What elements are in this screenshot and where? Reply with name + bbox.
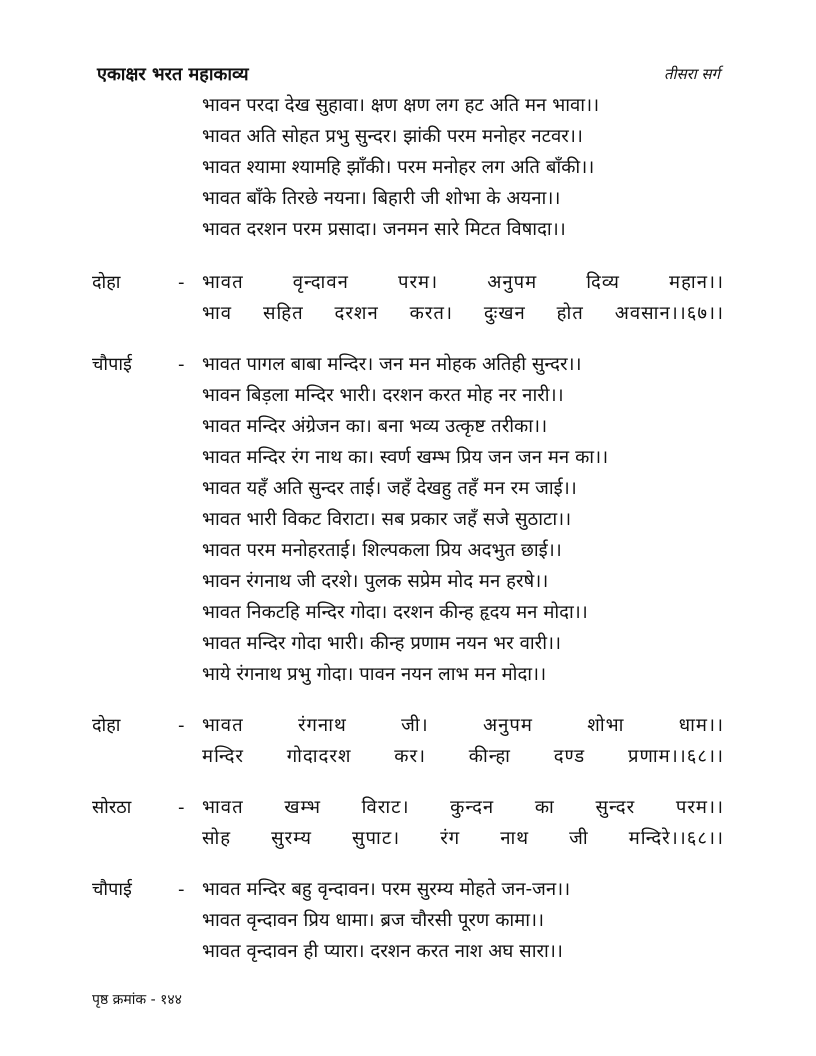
verse-text: भाव सहित दरशन करत। दुःखन होत अवसान।।६७।।: [202, 303, 724, 324]
page-number: पृष्ठ क्रमांक - १४४: [92, 992, 182, 1008]
verse-line: [92, 630, 724, 661]
verse-dash: -: [178, 879, 185, 900]
verse-text: भावत मन्दिर गोदा भारी। कीन्ह प्रणाम नयन भर वारी।।: [202, 633, 562, 654]
verse-content: [92, 92, 724, 989]
verse-line: [92, 413, 724, 444]
verse-line: [92, 537, 724, 568]
verse-text: भावत मन्दिर रंग नाथ का। स्वर्ण खम्भ प्रिय जन जन मन का।।: [202, 447, 609, 468]
verse-line: [92, 351, 724, 382]
verse-line: [92, 712, 724, 743]
verse-line: [92, 300, 724, 331]
book-title: एकाक्षर भरत महाकाव्य: [97, 64, 249, 85]
verse-dash: -: [178, 715, 185, 736]
verse-dash: -: [178, 354, 185, 375]
verse-dash: -: [178, 797, 185, 818]
verse-line: [92, 92, 724, 123]
verse-line: [92, 444, 724, 475]
verse-text: मन्दिर गोदादरश कर। कीन्हा दण्ड प्रणाम।।६८।।: [202, 746, 724, 767]
verse-line: [92, 475, 724, 506]
verse-line: [92, 938, 724, 969]
verse-block-doha: [92, 712, 724, 774]
verse-line: [92, 568, 724, 599]
verse-type-label: चौपाई: [92, 879, 132, 900]
verse-text: भावत दरशन परम प्रसादा। जनमन सारे मिटत विषादा।।: [202, 219, 566, 240]
verse-line: [92, 661, 724, 692]
verse-text: भावत श्यामा श्यामहि झाँकी। परम मनोहर लग अति बाँकी।।: [202, 157, 595, 178]
verse-text: भावत यहँ अति सुन्दर ताई। जहँ देखहु तहँ मन रम जाई।।: [202, 478, 577, 499]
verse-text: भावत मन्दिर बहु वृन्दावन। परम सुरम्य मोहते जन-जन।।: [202, 879, 571, 900]
verse-text: भाये रंगनाथ प्रभु गोदा। पावन नयन लाभ मन मोदा।।: [202, 664, 547, 685]
verse-line: [92, 743, 724, 774]
verse-dash: -: [178, 272, 185, 293]
verse-line: [92, 382, 724, 413]
verse-text: भावत वृन्दावन परम। अनुपम दिव्य महान।।: [202, 272, 724, 293]
verse-line: [92, 269, 724, 300]
verse-text: भावन रंगनाथ जी दरशे। पुलक सप्रेम मोद मन हरषे।।: [202, 571, 549, 592]
verse-text: भावत खम्भ विराट। कुन्दन का सुन्दर परम।।: [202, 797, 724, 818]
verse-text: भावत पागल बाबा मन्दिर। जन मन मोहक अतिही सुन्दर।।: [202, 354, 582, 375]
verse-type-label: सोरठा: [92, 797, 132, 818]
verse-type-label: दोहा: [92, 715, 121, 736]
verse-text: भावन परदा देख सुहावा। क्षण क्षण लग हट अति मन भावा।।: [202, 95, 600, 116]
verse-line: [92, 216, 724, 247]
verse-type-label: चौपाई: [92, 354, 132, 375]
verse-text: भावत परम मनोहरताई। शिल्पकला प्रिय अदभुत छाई।।: [202, 540, 562, 561]
verse-block-chaupai: [92, 876, 724, 969]
verse-text: भावत बाँके तिरछे नयना। बिहारी जी शोभा के अयना।।: [202, 188, 561, 209]
verse-line: [92, 907, 724, 938]
verse-line: [92, 794, 724, 825]
verse-text: भावत भारी विकट विराटा। सब प्रकार जहँ सजे सुठाटा।।: [202, 509, 572, 530]
verse-text: भावत रंगनाथ जी। अनुपम शोभा धाम।।: [202, 715, 724, 736]
verse-text: भावत अति सोहत प्रभु सुन्दर। झांकी परम मनोहर नटवर।।: [202, 126, 583, 147]
verse-line: [92, 599, 724, 630]
verse-line: [92, 154, 724, 185]
verse-block-doha: [92, 269, 724, 331]
verse-line: [92, 876, 724, 907]
verse-line: [92, 825, 724, 856]
verse-text: भावत वृन्दावन ही प्यारा। दरशन करत नाश अघ सारा।।: [202, 941, 563, 962]
verse-line: [92, 123, 724, 154]
verse-text: भावत मन्दिर अंग्रेजन का। बना भव्य उत्कृष्ट तरीका।।: [202, 416, 548, 437]
verse-line: [92, 506, 724, 537]
verse-block-chaupai: [92, 351, 724, 692]
verse-text: भावत वृन्दावन प्रिय धामा। ब्रज चौरसी पूरण कामा।।: [202, 910, 545, 931]
verse-block-continuation: [92, 92, 724, 247]
verse-line: [92, 185, 724, 216]
verse-text: सोह सुरम्य सुपाट। रंग नाथ जी मन्दिरे।।६८।।: [202, 828, 724, 849]
verse-text: भावत निकटहि मन्दिर गोदा। दरशन कीन्ह हृदय मन मोदा।।: [202, 602, 588, 623]
verse-text: भावन बिड़ला मन्दिर भारी। दरशन करत मोह नर नारी।।: [202, 385, 564, 406]
verse-type-label: दोहा: [92, 272, 121, 293]
section-title: तीसरा सर्ग: [664, 65, 720, 83]
verse-block-soratha: [92, 794, 724, 856]
